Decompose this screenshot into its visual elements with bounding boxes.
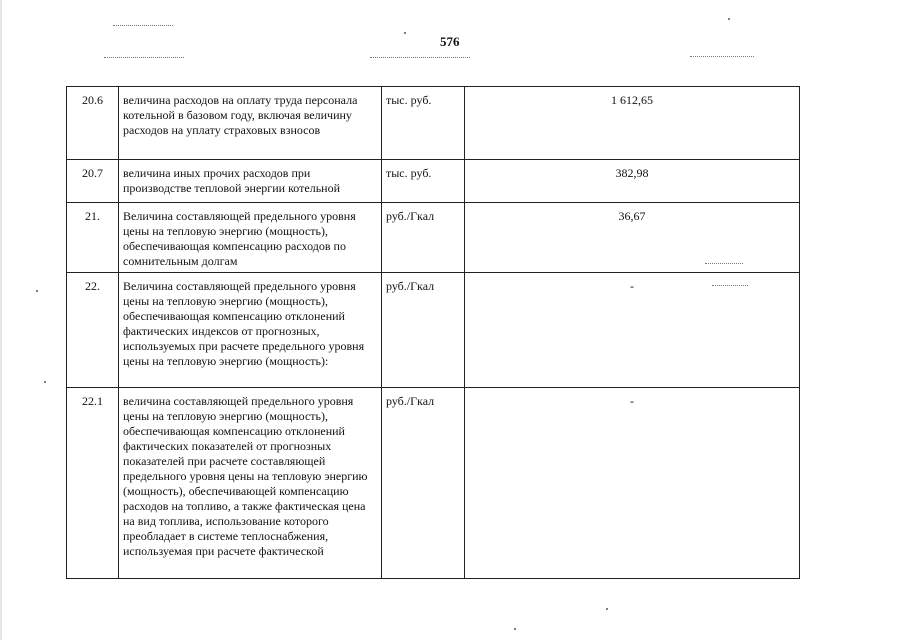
row-unit: руб./Гкал bbox=[382, 388, 465, 579]
row-value: - bbox=[465, 273, 800, 388]
row-value: 1 612,65 bbox=[465, 87, 800, 160]
row-description: Величина составляющей предельного уровня цены на тепловую энергию (мощность), обеспечивающая компенсацию отклонений фактических индексов от прогнозных, используемых при расчете предельного уровня цены на тепловую энергию (мощность): bbox=[119, 273, 382, 388]
tariff-parameters-table bbox=[66, 86, 800, 579]
scan-artifact bbox=[514, 628, 516, 630]
scan-artifact bbox=[44, 381, 46, 383]
scan-artifact bbox=[690, 56, 754, 57]
table-row bbox=[67, 203, 800, 273]
scan-edge-shadow bbox=[0, 0, 2, 640]
table-row bbox=[67, 388, 800, 579]
row-description: величина иных прочих расходов при производстве тепловой энергии котельной bbox=[119, 160, 382, 203]
row-value: - bbox=[465, 388, 800, 579]
scan-artifact bbox=[404, 32, 406, 34]
row-number: 22. bbox=[67, 273, 119, 388]
row-value: 36,67 bbox=[465, 203, 800, 273]
table-row bbox=[67, 160, 800, 203]
scan-artifact bbox=[104, 57, 184, 58]
row-unit: руб./Гкал bbox=[382, 273, 465, 388]
row-number: 20.7 bbox=[67, 160, 119, 203]
scan-artifact bbox=[113, 25, 173, 26]
row-value: 382,98 bbox=[465, 160, 800, 203]
scan-artifact bbox=[606, 608, 608, 610]
row-unit: тыс. руб. bbox=[382, 160, 465, 203]
row-number: 20.6 bbox=[67, 87, 119, 160]
row-description: величина расходов на оплату труда персонала котельной в базовом году, включая величину расходов на уплату страховых взносов bbox=[119, 87, 382, 160]
scan-artifact bbox=[36, 290, 38, 292]
row-number: 22.1 bbox=[67, 388, 119, 579]
row-number: 21. bbox=[67, 203, 119, 273]
table-row bbox=[67, 273, 800, 388]
table-row bbox=[67, 87, 800, 160]
row-description: Величина составляющей предельного уровня цены на тепловую энергию (мощность), обеспечивающая компенсацию расходов по сомнительным долгам bbox=[119, 203, 382, 273]
scan-artifact bbox=[370, 57, 470, 58]
scan-artifact bbox=[728, 18, 730, 20]
row-unit: тыс. руб. bbox=[382, 87, 465, 160]
page-number: 576 bbox=[440, 34, 460, 49]
row-description: величина составляющей предельного уровня цены на тепловую энергию (мощность), обеспечивающая компенсацию отклонений фактических показателей от прогнозных показателей при расчете составляющей предельного уровня цены на тепловую энергию (мощность), обеспечивающей компенсацию расходов на топливо, а также фактическая цена на вид топлива, использование которого преобладает в системе теплоснабжения, используемая при расчете фактической bbox=[119, 388, 382, 579]
row-unit: руб./Гкал bbox=[382, 203, 465, 273]
